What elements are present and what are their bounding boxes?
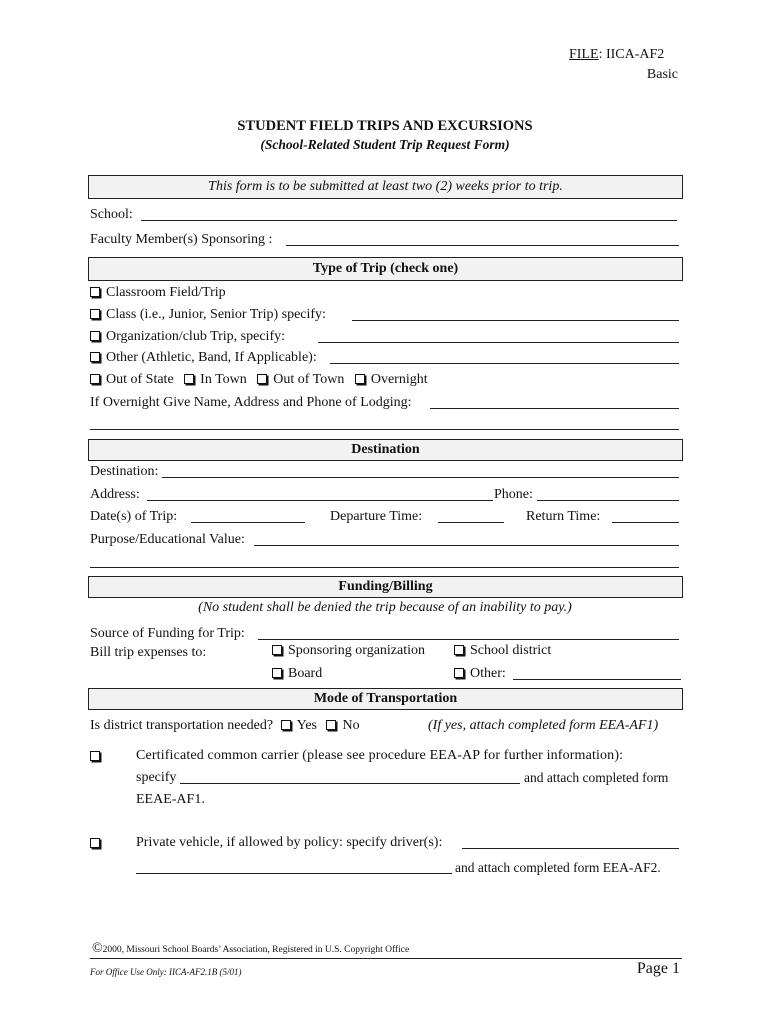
district-transport-question: [90, 717, 360, 735]
purpose-field[interactable]: [254, 545, 679, 546]
carrier-checkbox[interactable]: [90, 751, 100, 761]
board-option: [272, 665, 322, 683]
funding-note: (No student shall be denied the trip because of an inability to pay.): [198, 600, 572, 615]
departure-label: Departure Time:: [330, 509, 423, 524]
funding-header: Funding/Billing: [88, 576, 683, 598]
funding-other-checkbox[interactable]: [454, 668, 464, 678]
notice-box: This form is to be submitted at least two (2) weeks prior to trip.: [88, 175, 683, 199]
return-field[interactable]: [612, 522, 679, 523]
board-label: Board: [288, 666, 323, 681]
in-town-label: In Town: [200, 372, 247, 387]
class-label: Class (i.e., Junior, Senior Trip) specify:: [106, 307, 326, 322]
carrier-line1: Certificated common carrier (please see procedure EEA-AP for further information):: [136, 748, 624, 763]
organization-label: Organization/club Trip, specify:: [106, 329, 285, 344]
no-checkbox[interactable]: [326, 720, 336, 730]
classroom-label: Classroom Field/Trip: [106, 285, 226, 300]
carrier-attach-label: and attach completed form: [524, 770, 669, 785]
school-district-option: [454, 642, 551, 660]
class-trip-option: [90, 306, 326, 324]
board-checkbox[interactable]: [272, 668, 282, 678]
class-specify-field[interactable]: [352, 320, 679, 321]
copyright-symbol: ©: [92, 941, 103, 956]
phone-label: Phone:: [494, 487, 533, 502]
carrier-specify-field[interactable]: [180, 783, 520, 784]
class-checkbox[interactable]: [90, 309, 100, 319]
carrier-specify-label: specify: [136, 770, 177, 785]
in-town-checkbox[interactable]: [184, 374, 194, 384]
driver-field-2[interactable]: [136, 873, 452, 874]
dates-label: Date(s) of Trip:: [90, 509, 178, 524]
out-of-state-checkbox[interactable]: [90, 374, 100, 384]
no-label: No: [342, 718, 360, 733]
funding-other-field[interactable]: [513, 679, 681, 680]
form-subtitle: (School-Related Student Trip Request Form): [260, 137, 510, 152]
if-yes-note: (If yes, attach completed form EEA-AF1): [428, 718, 659, 733]
dates-field[interactable]: [191, 522, 305, 523]
other-trip-option: [90, 349, 317, 367]
private-vehicle-checkbox[interactable]: [90, 838, 100, 848]
funding-other-label: Other:: [470, 666, 506, 681]
file-subtitle: Basic: [646, 67, 678, 82]
trip-location-options: [90, 371, 428, 389]
organization-checkbox[interactable]: [90, 331, 100, 341]
purpose-label: Purpose/Educational Value:: [90, 532, 245, 547]
phone-field[interactable]: [537, 500, 679, 501]
private-vehicle-line1: Private vehicle, if allowed by policy: specify driver(s):: [136, 835, 443, 850]
yes-checkbox[interactable]: [281, 720, 291, 730]
classroom-checkbox[interactable]: [90, 287, 100, 297]
classroom-trip-option: [90, 284, 226, 302]
sponsoring-option: [272, 642, 425, 660]
other-label: Other (Athletic, Band, If Applicable):: [106, 350, 317, 365]
school-field[interactable]: [141, 220, 677, 221]
copyright-notice: [92, 942, 409, 957]
out-of-town-label: Out of Town: [273, 372, 345, 387]
destination-label: Destination:: [90, 464, 159, 479]
overnight-label: Overnight: [370, 372, 428, 387]
sponsoring-label: Sponsoring organization: [288, 643, 426, 658]
bill-label: Bill trip expenses to:: [90, 645, 207, 660]
organization-specify-field[interactable]: [318, 342, 679, 343]
carrier-form-label: EEAE-AF1.: [136, 792, 205, 807]
source-label: Source of Funding for Trip:: [90, 626, 245, 641]
form-title: STUDENT FIELD TRIPS AND EXCURSIONS: [237, 118, 533, 134]
lodging-label: If Overnight Give Name, Address and Phone of Lodging:: [90, 395, 412, 410]
driver-field[interactable]: [462, 848, 679, 849]
file-code-value: : IICA-AF2: [598, 47, 665, 62]
transportation-header: Mode of Transportation: [88, 688, 683, 710]
faculty-label: Faculty Member(s) Sponsoring :: [90, 232, 273, 247]
sponsoring-checkbox[interactable]: [272, 645, 282, 655]
organization-trip-option: [90, 328, 285, 346]
school-district-label: School district: [470, 643, 552, 658]
return-label: Return Time:: [526, 509, 601, 524]
purpose-field-2[interactable]: [90, 567, 679, 568]
file-code: [569, 47, 664, 63]
destination-field[interactable]: [162, 477, 679, 478]
out-of-town-checkbox[interactable]: [257, 374, 267, 384]
page-number: Page 1: [636, 960, 680, 977]
school-label: School:: [90, 207, 133, 222]
type-of-trip-header: Type of Trip (check one): [88, 257, 683, 281]
office-use-label: For Office Use Only: IICA-AF2.1B (5/01): [90, 967, 242, 977]
address-label: Address:: [90, 487, 140, 502]
overnight-checkbox[interactable]: [355, 374, 365, 384]
source-field[interactable]: [258, 639, 679, 640]
funding-other-option: [454, 665, 506, 683]
footer-rule: [90, 958, 682, 959]
other-specify-field[interactable]: [330, 363, 679, 364]
transport-question-label: Is district transportation needed?: [90, 718, 274, 733]
address-field[interactable]: [147, 500, 493, 501]
yes-label: Yes: [296, 718, 317, 733]
copyright-text: 2000, Missouri School Boards’ Association, Registered in U.S. Copyright Office: [102, 945, 410, 955]
file-label: FILE: [569, 47, 599, 62]
other-checkbox[interactable]: [90, 352, 100, 362]
faculty-field[interactable]: [286, 245, 679, 246]
out-of-state-label: Out of State: [106, 372, 174, 387]
destination-header: Destination: [88, 439, 683, 461]
private-attach-label: and attach completed form EEA-AF2.: [455, 860, 661, 875]
lodging-field-2[interactable]: [90, 429, 679, 430]
school-district-checkbox[interactable]: [454, 645, 464, 655]
lodging-field[interactable]: [430, 408, 679, 409]
departure-field[interactable]: [438, 522, 504, 523]
